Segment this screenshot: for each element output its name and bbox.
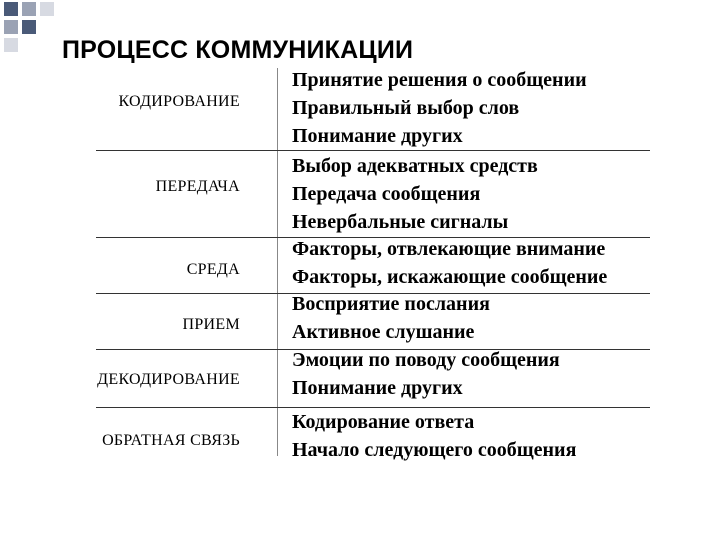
stage-items-decoding [292,346,560,402]
list-item: Передача сообщения [292,183,481,205]
list-item: Понимание других [292,125,463,147]
deco-square-icon [22,2,36,16]
deco-square-icon [4,20,18,34]
list-item: Принятие решения о сообщении [292,69,587,91]
list-item: Понимание других [292,377,463,399]
list-item: Факторы, отвлекающие внимание [292,238,606,260]
list-item: Невербальные сигналы [292,211,509,233]
separator [96,150,650,151]
stage-label-medium: СРЕДА [186,261,240,278]
list-item: Кодирование ответа [292,411,475,433]
stage-items-transmission [292,152,538,236]
deco-square-icon [40,2,54,16]
list-item: Начало следующего сообщения [292,439,577,461]
list-item: Выбор адекватных средств [292,155,538,177]
list-item: Эмоции по поводу сообщения [292,349,560,371]
list-item: Правильный выбор слов [292,97,520,119]
stage-label-encoding: КОДИРОВАНИЕ [118,93,240,110]
list-item: Активное слушание [292,321,475,343]
page-title: ПРОЦЕСС КОММУНИКАЦИИ [62,36,414,64]
stage-label-feedback: ОБРАТНАЯ СВЯЗЬ [102,432,240,449]
deco-square-icon [22,20,36,34]
list-item: Восприятие послания [292,293,490,315]
stage-label-decoding: ДЕКОДИРОВАНИЕ [97,371,240,388]
stage-label-reception: ПРИЕМ [182,316,240,333]
stage-items-encoding [292,66,587,150]
stage-items-medium [292,235,607,291]
column-divider [277,68,278,456]
stage-items-reception [292,290,490,346]
stage-items-feedback [292,408,576,464]
deco-square-icon [4,38,18,52]
deco-square-icon [4,2,18,16]
list-item: Факторы, искажающие сообщение [292,266,608,288]
stage-label-transmission: ПЕРЕДАЧА [155,178,240,195]
